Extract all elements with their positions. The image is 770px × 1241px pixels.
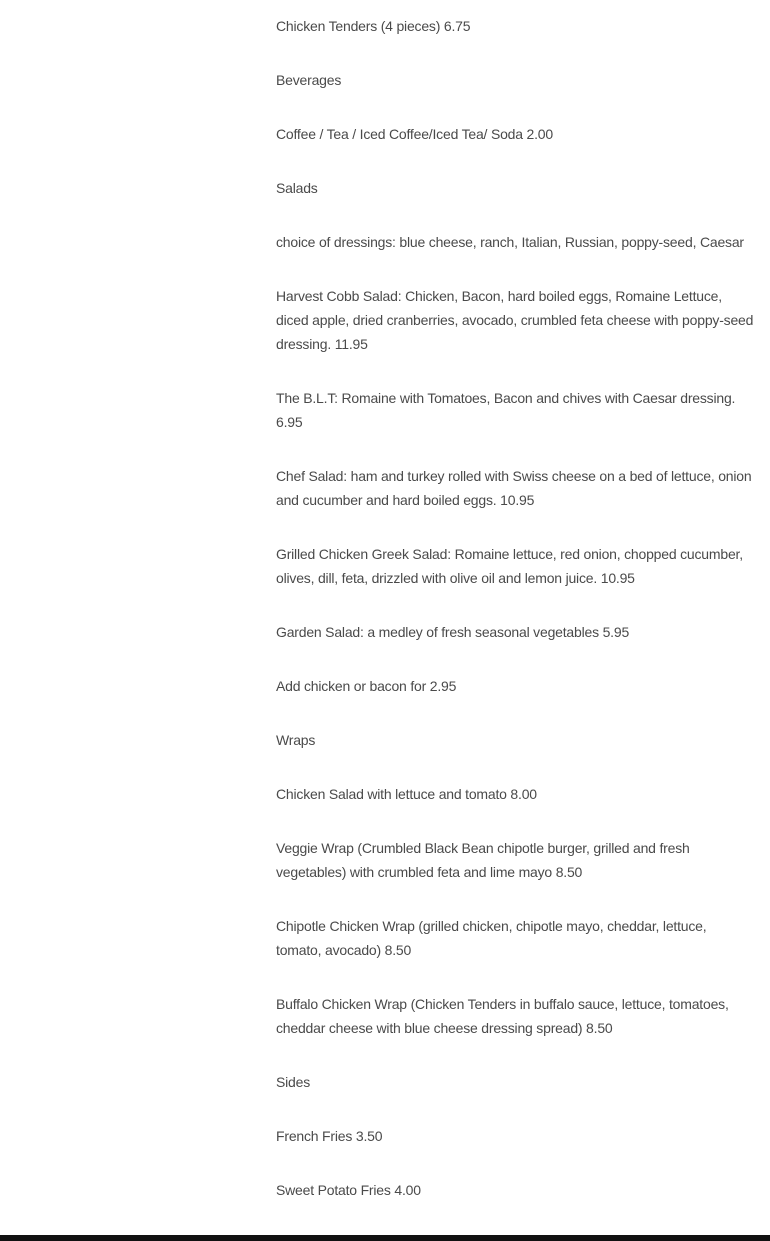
menu-item-chipotle-chicken-wrap: Chipotle Chicken Wrap (grilled chicken, chipotle mayo, cheddar, lettuce, tomato, avocado) 8.50 bbox=[276, 918, 707, 958]
menu-item-greek-salad: Grilled Chicken Greek Salad: Romaine lettuce, red onion, chopped cucumber, olives, dill, feta, drizzled with olive oil and lemon juice. 10.95 bbox=[276, 546, 743, 586]
section-heading-sides: Sides bbox=[276, 1074, 311, 1090]
section-heading-wraps: Wraps bbox=[276, 732, 316, 748]
salad-dressing-choices: choice of dressings: blue cheese, ranch, Italian, Russian, poppy-seed, Caesar bbox=[276, 234, 744, 250]
section-heading-salads: Salads bbox=[276, 180, 318, 196]
menu-item-veggie-wrap: Veggie Wrap (Crumbled Black Bean chipotle burger, grilled and fresh vegetables) with crumbled feta and lime mayo 8.50 bbox=[276, 840, 690, 880]
menu-item-add-chicken-bacon: Add chicken or bacon for 2.95 bbox=[276, 678, 457, 694]
menu-item-chicken-salad-wrap: Chicken Salad with lettuce and tomato 8.00 bbox=[276, 786, 537, 802]
menu-item-coffee-tea-soda: Coffee / Tea / Iced Coffee/Iced Tea/ Soda 2.00 bbox=[276, 126, 553, 142]
menu-item-buffalo-chicken-wrap: Buffalo Chicken Wrap (Chicken Tenders in buffalo sauce, lettuce, tomatoes, cheddar cheese with blue cheese dressing spread) 8.50 bbox=[276, 996, 729, 1036]
menu-item-chicken-tenders: Chicken Tenders (4 pieces) 6.75 bbox=[276, 18, 471, 34]
menu-item-blt-salad: The B.L.T: Romaine with Tomatoes, Bacon and chives with Caesar dressing. 6.95 bbox=[276, 390, 736, 430]
menu-item-sweet-potato-fries: Sweet Potato Fries 4.00 bbox=[276, 1182, 421, 1198]
bottom-edge-bar bbox=[0, 1235, 770, 1241]
menu-item-harvest-cobb-salad: Harvest Cobb Salad: Chicken, Bacon, hard boiled eggs, Romaine Lettuce, diced apple, dried cranberries, avocado, crumbled feta cheese with poppy-seed dressing. 11.95 bbox=[276, 288, 754, 352]
menu-item-chef-salad: Chef Salad: ham and turkey rolled with Swiss cheese on a bed of lettuce, onion and cucumber and hard boiled eggs. 10.95 bbox=[276, 468, 752, 508]
section-heading-beverages: Beverages bbox=[276, 72, 342, 88]
menu-item-french-fries: French Fries 3.50 bbox=[276, 1128, 383, 1144]
menu-content bbox=[276, 14, 754, 1232]
menu-item-garden-salad: Garden Salad: a medley of fresh seasonal vegetables 5.95 bbox=[276, 624, 630, 640]
